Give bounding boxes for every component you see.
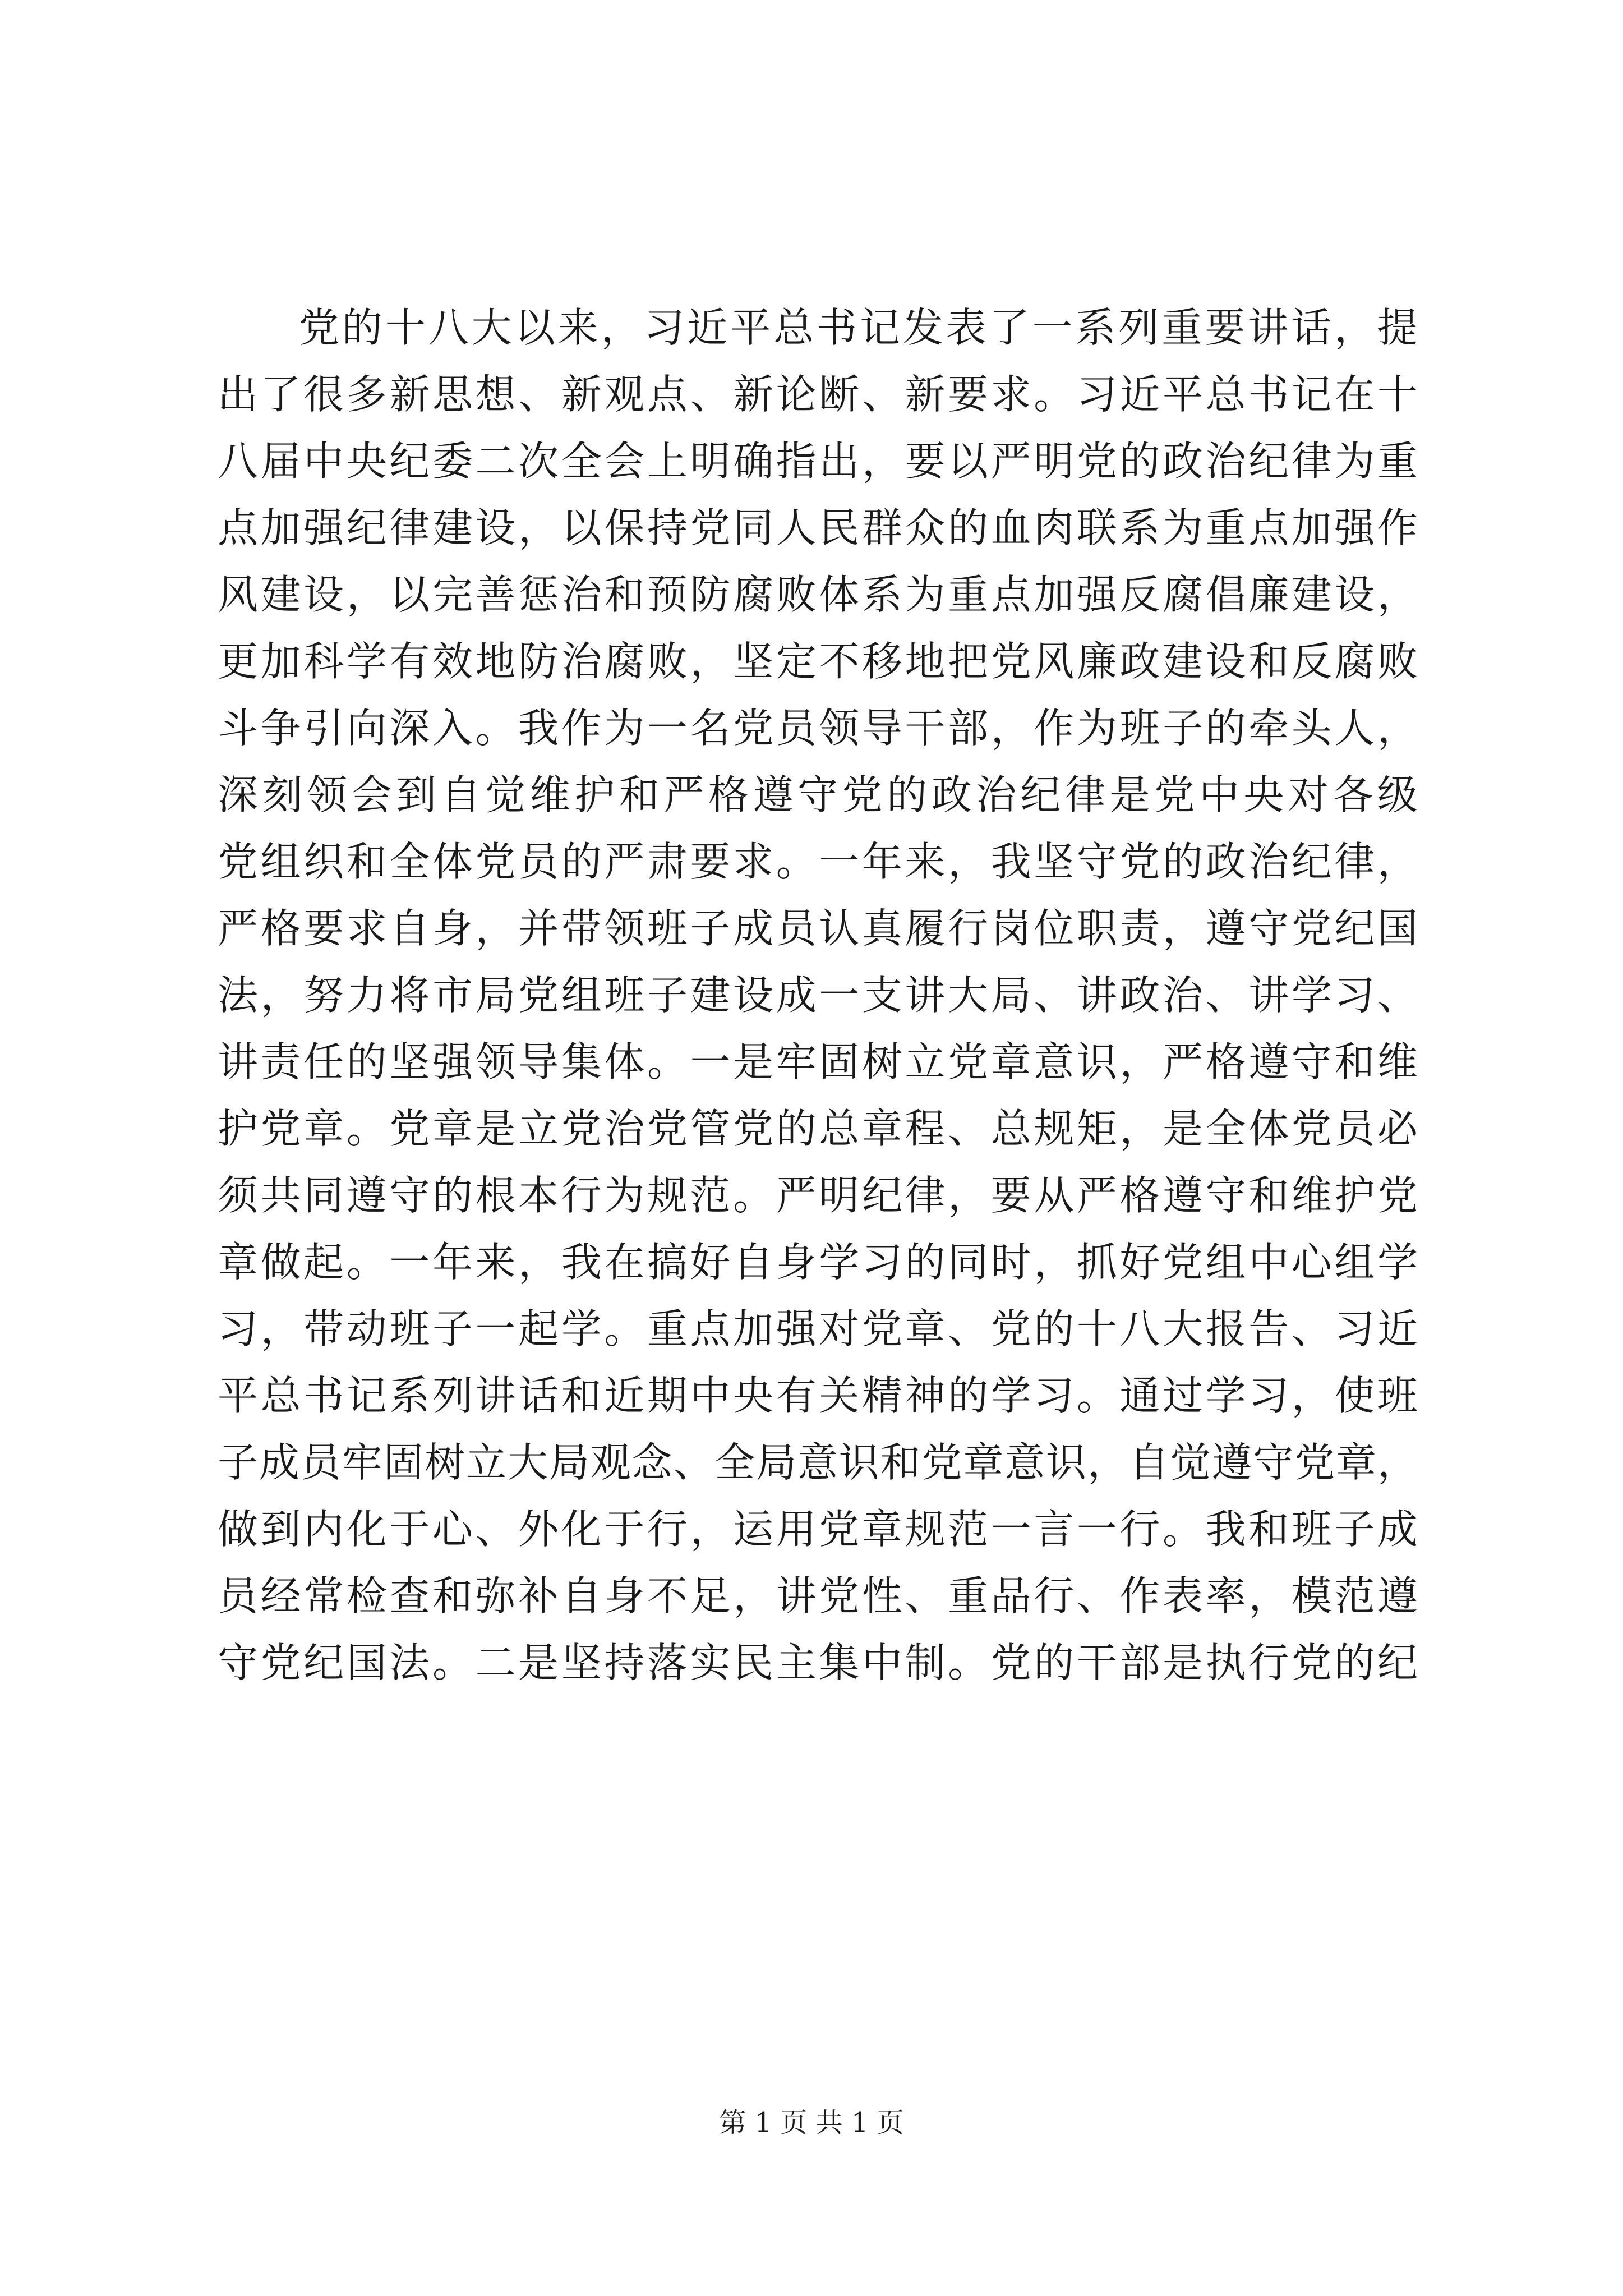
text-line: 须共同遵守的根本行为规范。严明纪律，要从严格遵守和维护党 xyxy=(218,1172,1418,1219)
text-line: 深刻领会到自觉维护和严格遵守党的政治纪律是党中央对各级 xyxy=(218,771,1418,818)
text-line: 守党纪国法。二是坚持落实民主集中制。党的干部是执行党的纪 xyxy=(218,1639,1418,1686)
text-line: 章做起。一年来，我在搞好自身学习的同时，抓好党组中心组学 xyxy=(218,1239,1418,1286)
text-line: 严格要求自身，并带领班子成员认真履行岗位职责，遵守党纪国 xyxy=(218,905,1418,952)
page-footer xyxy=(0,2101,1623,2139)
text-line: 出了很多新思想、新观点、新论断、新要求。习近平总书记在十 xyxy=(218,371,1418,418)
body-paragraph xyxy=(218,295,1418,1696)
text-line: 党组织和全体党员的严肃要求。一年来，我坚守党的政治纪律， xyxy=(218,838,1418,885)
page-number-label: 第 1 页 共 1 页 xyxy=(719,2107,904,2138)
text-line: 八届中央纪委二次全会上明确指出，要以严明党的政治纪律为重 xyxy=(218,438,1418,485)
text-line: 法，努力将市局党组班子建设成一支讲大局、讲政治、讲学习、 xyxy=(218,972,1418,1019)
text-line: 子成员牢固树立大局观念、全局意识和党章意识，自觉遵守党章， xyxy=(218,1439,1418,1486)
text-line: 风建设，以完善惩治和预防腐败体系为重点加强反腐倡廉建设， xyxy=(218,571,1418,618)
text-line: 护党章。党章是立党治党管党的总章程、总规矩，是全体党员必 xyxy=(218,1105,1418,1152)
text-line: 斗争引向深入。我作为一名党员领导干部，作为班子的牵头人， xyxy=(218,705,1418,752)
text-line: 员经常检查和弥补自身不足，讲党性、重品行、作表率，模范遵 xyxy=(218,1572,1418,1619)
text-line: 更加科学有效地防治腐败，坚定不移地把党风廉政建设和反腐败 xyxy=(218,638,1418,685)
text-line: 讲责任的坚强领导集体。一是牢固树立党章意识，严格遵守和维 xyxy=(218,1038,1418,1085)
text-line: 平总书记系列讲话和近期中央有关精神的学习。通过学习，使班 xyxy=(218,1372,1418,1419)
text-line: 点加强纪律建设，以保持党同人民群众的血肉联系为重点加强作 xyxy=(218,504,1418,551)
text-line: 党的十八大以来，习近平总书记发表了一系列重要讲话，提 xyxy=(299,304,1418,351)
text-line: 做到内化于心、外化于行，运用党章规范一言一行。我和班子成 xyxy=(218,1506,1418,1553)
text-line: 习，带动班子一起学。重点加强对党章、党的十八大报告、习近 xyxy=(218,1305,1418,1352)
